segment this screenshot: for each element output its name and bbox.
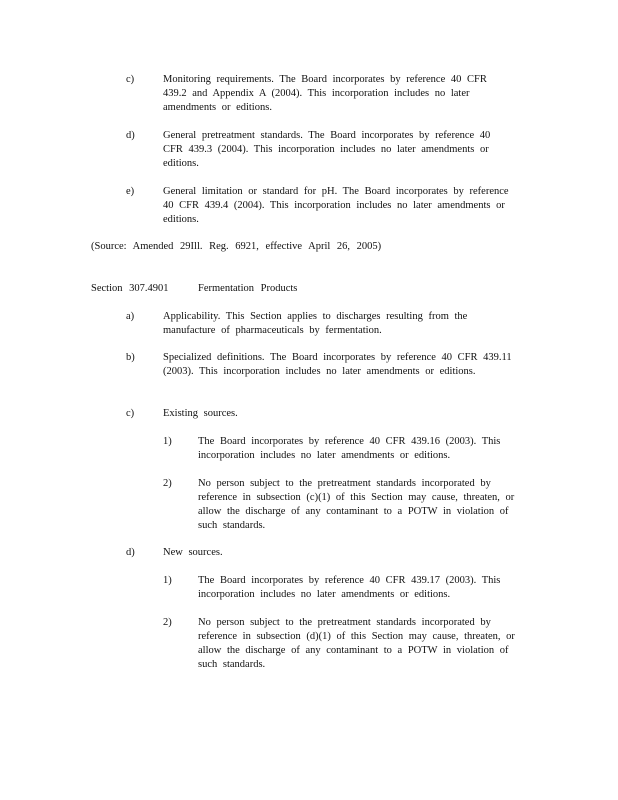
item-c-monitoring	[0, 73, 618, 117]
section-title: Fermentation Products	[198, 283, 298, 294]
subitem-text: The Board incorporates by reference 40 CFR 439.17 (2003). This incorporation includes no later amendments or editions.	[198, 575, 501, 600]
item-text: Applicability. This Section applies to discharges resulting from the manufacture of pharmaceuticals by fermentation.	[163, 311, 468, 336]
item-label: d)	[126, 130, 135, 141]
item-label: c)	[126, 74, 135, 85]
item-text: New sources.	[163, 547, 223, 558]
subitem-label: 1)	[163, 436, 172, 447]
item-label: b)	[126, 352, 135, 363]
item-label: e)	[126, 186, 135, 197]
subitem-d1	[0, 574, 618, 604]
subitem-c1	[0, 435, 618, 465]
item-d-general-pretreatment	[0, 129, 618, 173]
item-label: d)	[126, 547, 135, 558]
item-d-new-sources	[0, 546, 618, 562]
subitem-label: 2)	[163, 478, 172, 489]
item-text: General pretreatment standards. The Board incorporates by reference 40 CFR 439.3 (2004). This incorporation includes no later amendments or editions.	[163, 130, 491, 169]
item-c-existing-sources	[0, 407, 618, 423]
subitem-d2	[0, 616, 618, 674]
subitem-text: No person subject to the pretreatment standards incorporated by reference in subsection (c)(1) of this Section may cause, threaten, or allow the discharge of any contaminant to a POTW in violation of such standards.	[198, 478, 515, 531]
item-label: c)	[126, 408, 135, 419]
subitem-label: 1)	[163, 575, 172, 586]
item-text: General limitation or standard for pH. The Board incorporates by reference 40 CFR 439.4 (2004). This incorporation includes no later amendments or editions.	[163, 186, 509, 225]
source-note: (Source: Amended 29Ill. Reg. 6921, effective April 26, 2005)	[91, 241, 382, 252]
item-b-specialized-definitions	[0, 351, 618, 395]
subitem-c2	[0, 477, 618, 535]
item-text: Specialized definitions. The Board incorporates by reference 40 CFR 439.11 (2003). This incorporation includes no later amendments or editions.	[163, 352, 512, 377]
item-text: Existing sources.	[163, 408, 238, 419]
item-label: a)	[126, 311, 135, 322]
item-a-applicability	[0, 310, 618, 340]
item-e-ph-limitation	[0, 185, 618, 229]
section-number: Section 307.4901	[91, 283, 169, 294]
subitem-text: No person subject to the pretreatment standards incorporated by reference in subsection (d)(1) of this Section may cause, threaten, or allow the discharge of any contaminant to a POTW in violation of such standards.	[198, 617, 515, 670]
item-text: Monitoring requirements. The Board incorporates by reference 40 CFR 439.2 and Appendix A (2004). This incorporation includes no later amendments or editions.	[163, 74, 487, 113]
subitem-text: The Board incorporates by reference 40 CFR 439.16 (2003). This incorporation includes no later amendments or editions.	[198, 436, 501, 461]
subitem-label: 2)	[163, 617, 172, 628]
section-heading	[0, 282, 618, 298]
